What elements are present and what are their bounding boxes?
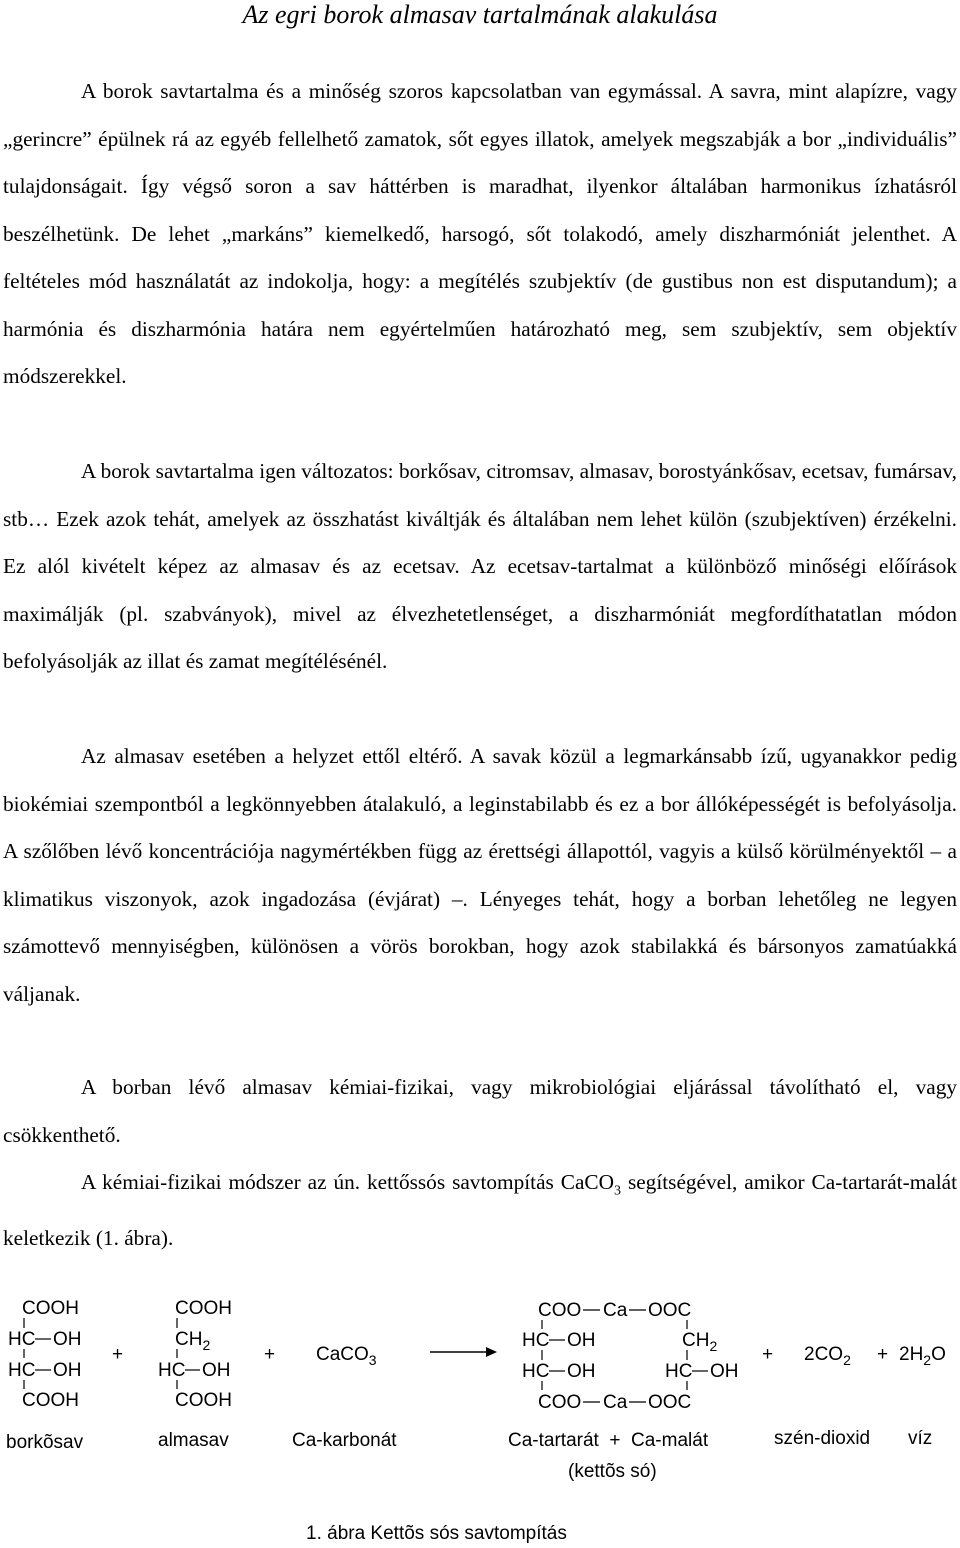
reaction-figure xyxy=(0,1288,960,1548)
label-ca-karbonat: Ca-karbonát xyxy=(292,1430,397,1451)
formula-ooc: OOC xyxy=(648,1392,692,1413)
formula-cooh: COOH xyxy=(22,1298,79,1319)
tartaric-acid-structure xyxy=(8,1298,82,1411)
water-formula: $2H_2O$ xyxy=(899,1344,946,1368)
formula-hc: HC xyxy=(665,1361,693,1382)
formula-ca: Ca xyxy=(603,1300,628,1321)
paragraph-3-text: Az almasav esetében a helyzet ettől eltérő. A savak közül a legmarkánsabb ízű, ugyanakkor pedig biokémiai szempontból a legkönnyebben átalakuló, a leginstabilabb és ez a bor állóképességét is befolyásolja. A szőlőben lévő koncentrációja nagymértékben függ az érettségi állapottól, vagyis a külső körülményektől – a klimatikus viszonyok, azok ingadozása (évjárat) –. Lényeges tehát, hogy a borban lehetőleg ne legyen számottevő mennyiségben, különösen a vörös borokban, hogy azok stabilakká és bársonyos zamatúakká váljanak. xyxy=(3,744,957,1006)
label-kettos-so: (kettõs só) xyxy=(568,1461,657,1482)
formula-cooh: COOH xyxy=(175,1298,232,1319)
formula-coo: COO xyxy=(538,1300,582,1321)
label-almasav: almasav xyxy=(158,1430,229,1451)
paragraph-1 xyxy=(3,68,957,401)
label-szen-dioxid: szén-dioxid xyxy=(774,1428,871,1449)
page-title: Az egri borok almasav tartalmának alakulása xyxy=(242,0,718,29)
paragraph-1-text: A borok savtartalma és a minőség szoros kapcsolatban van egymással. A savra, mint alapízre, vagy „gerincre” épülnek rá az egyéb fellelhető zamatok, sőt egyes illatok, amelyek megszabják a bor „individuális” tulajdonságait. Így végső soron a sav háttérben is maradhat, ilyenkor általában harmonikus ízhatásról beszélhetünk. De lehet „markáns” kiemelkedő, harsogó, sőt tolakodó, amely diszharmóniát jelenthet. A feltételes mód használatát az indokolja, hogy: a megítélés szubjektív (de gustibus non est disputandum); a harmónia és diszharmónia határa nem egyértelműen határozható meg, sem szubjektív, sem objektív módszerekkel. xyxy=(3,79,957,388)
paragraph-4 xyxy=(3,1064,957,1159)
paragraph-2-text: A borok savtartalma igen változatos: borkősav, citromsav, almasav, borostyánkősav, ecetsav, fumársav, stb… Ezek azok tehát, amelyek az összhatást kiváltják és általában nem lehet külön (szubjektíven) érzékelni. Ez alól kivételt képez az almasav és az ecetsav. Az ecetsav-tartalmat a különböző minőségi előírások maximálják (pl. szabványok), mivel az élvezhetetlenséget, a diszharmóniát megfordíthatatlan módon befolyásolják az illat és zamat megítélésénél. xyxy=(3,459,957,673)
paragraph-4-text: A borban lévő almasav kémiai-fizikai, vagy mikrobiológiai eljárással távolítható el, vagy csökkenthető. xyxy=(3,1075,957,1147)
formula-hc: HC xyxy=(8,1329,36,1350)
plus-sign: + xyxy=(112,1344,124,1365)
formula-coo: COO xyxy=(538,1392,582,1413)
formula-ch: $CH_2$ xyxy=(175,1329,211,1353)
label-ca-tartarat-malat: Ca-tartarát + Ca-malát xyxy=(508,1430,709,1451)
plus-sign: + xyxy=(762,1344,774,1365)
paragraph-5 xyxy=(3,1159,957,1262)
carbon-dioxide-formula: $2CO_2$ xyxy=(804,1344,851,1368)
formula-hc: HC xyxy=(8,1360,36,1381)
figure-caption: 1. ábra Kettõs sós savtompítás xyxy=(306,1523,567,1544)
label-viz: víz xyxy=(908,1428,933,1449)
formula-cooh: COOH xyxy=(175,1390,232,1411)
paragraph-2 xyxy=(3,448,957,686)
formula-ooc: OOC xyxy=(648,1300,692,1321)
paragraph-5-text-a: A kémiai-fizikai módszer az ún. kettőssós savtompítás CaCO xyxy=(81,1170,614,1194)
calcium-carbonate-formula: CaCO$_3$ xyxy=(316,1344,377,1368)
plus-sign: + xyxy=(877,1344,889,1365)
formula-hc: HC xyxy=(158,1360,186,1381)
formula-hc: HC xyxy=(522,1361,550,1382)
formula-oh: OH xyxy=(567,1361,596,1382)
plus-sign: + xyxy=(264,1344,276,1365)
malic-acid-structure xyxy=(158,1298,232,1411)
formula-cooh: COOH xyxy=(22,1390,79,1411)
formula-ca: Ca xyxy=(603,1392,628,1413)
formula-ch: $CH_2$ xyxy=(682,1330,718,1354)
formula-oh: OH xyxy=(53,1329,82,1350)
formula-oh: OH xyxy=(202,1360,231,1381)
paragraph-3 xyxy=(3,733,957,1018)
double-salt-structure xyxy=(522,1300,739,1413)
formula-oh: OH xyxy=(53,1360,82,1381)
paragraph-5-subscript: 3 xyxy=(614,1183,621,1199)
label-borkosav: borkõsav xyxy=(6,1432,84,1453)
formula-oh: OH xyxy=(710,1361,739,1382)
reaction-arrow-icon xyxy=(430,1347,497,1357)
formula-hc: HC xyxy=(522,1330,550,1351)
paragraph-5-text-b: segítségével, amikor Ca-tartarát-malát keletkezik (1. ábra). xyxy=(3,1170,957,1250)
formula-oh: OH xyxy=(567,1330,596,1351)
